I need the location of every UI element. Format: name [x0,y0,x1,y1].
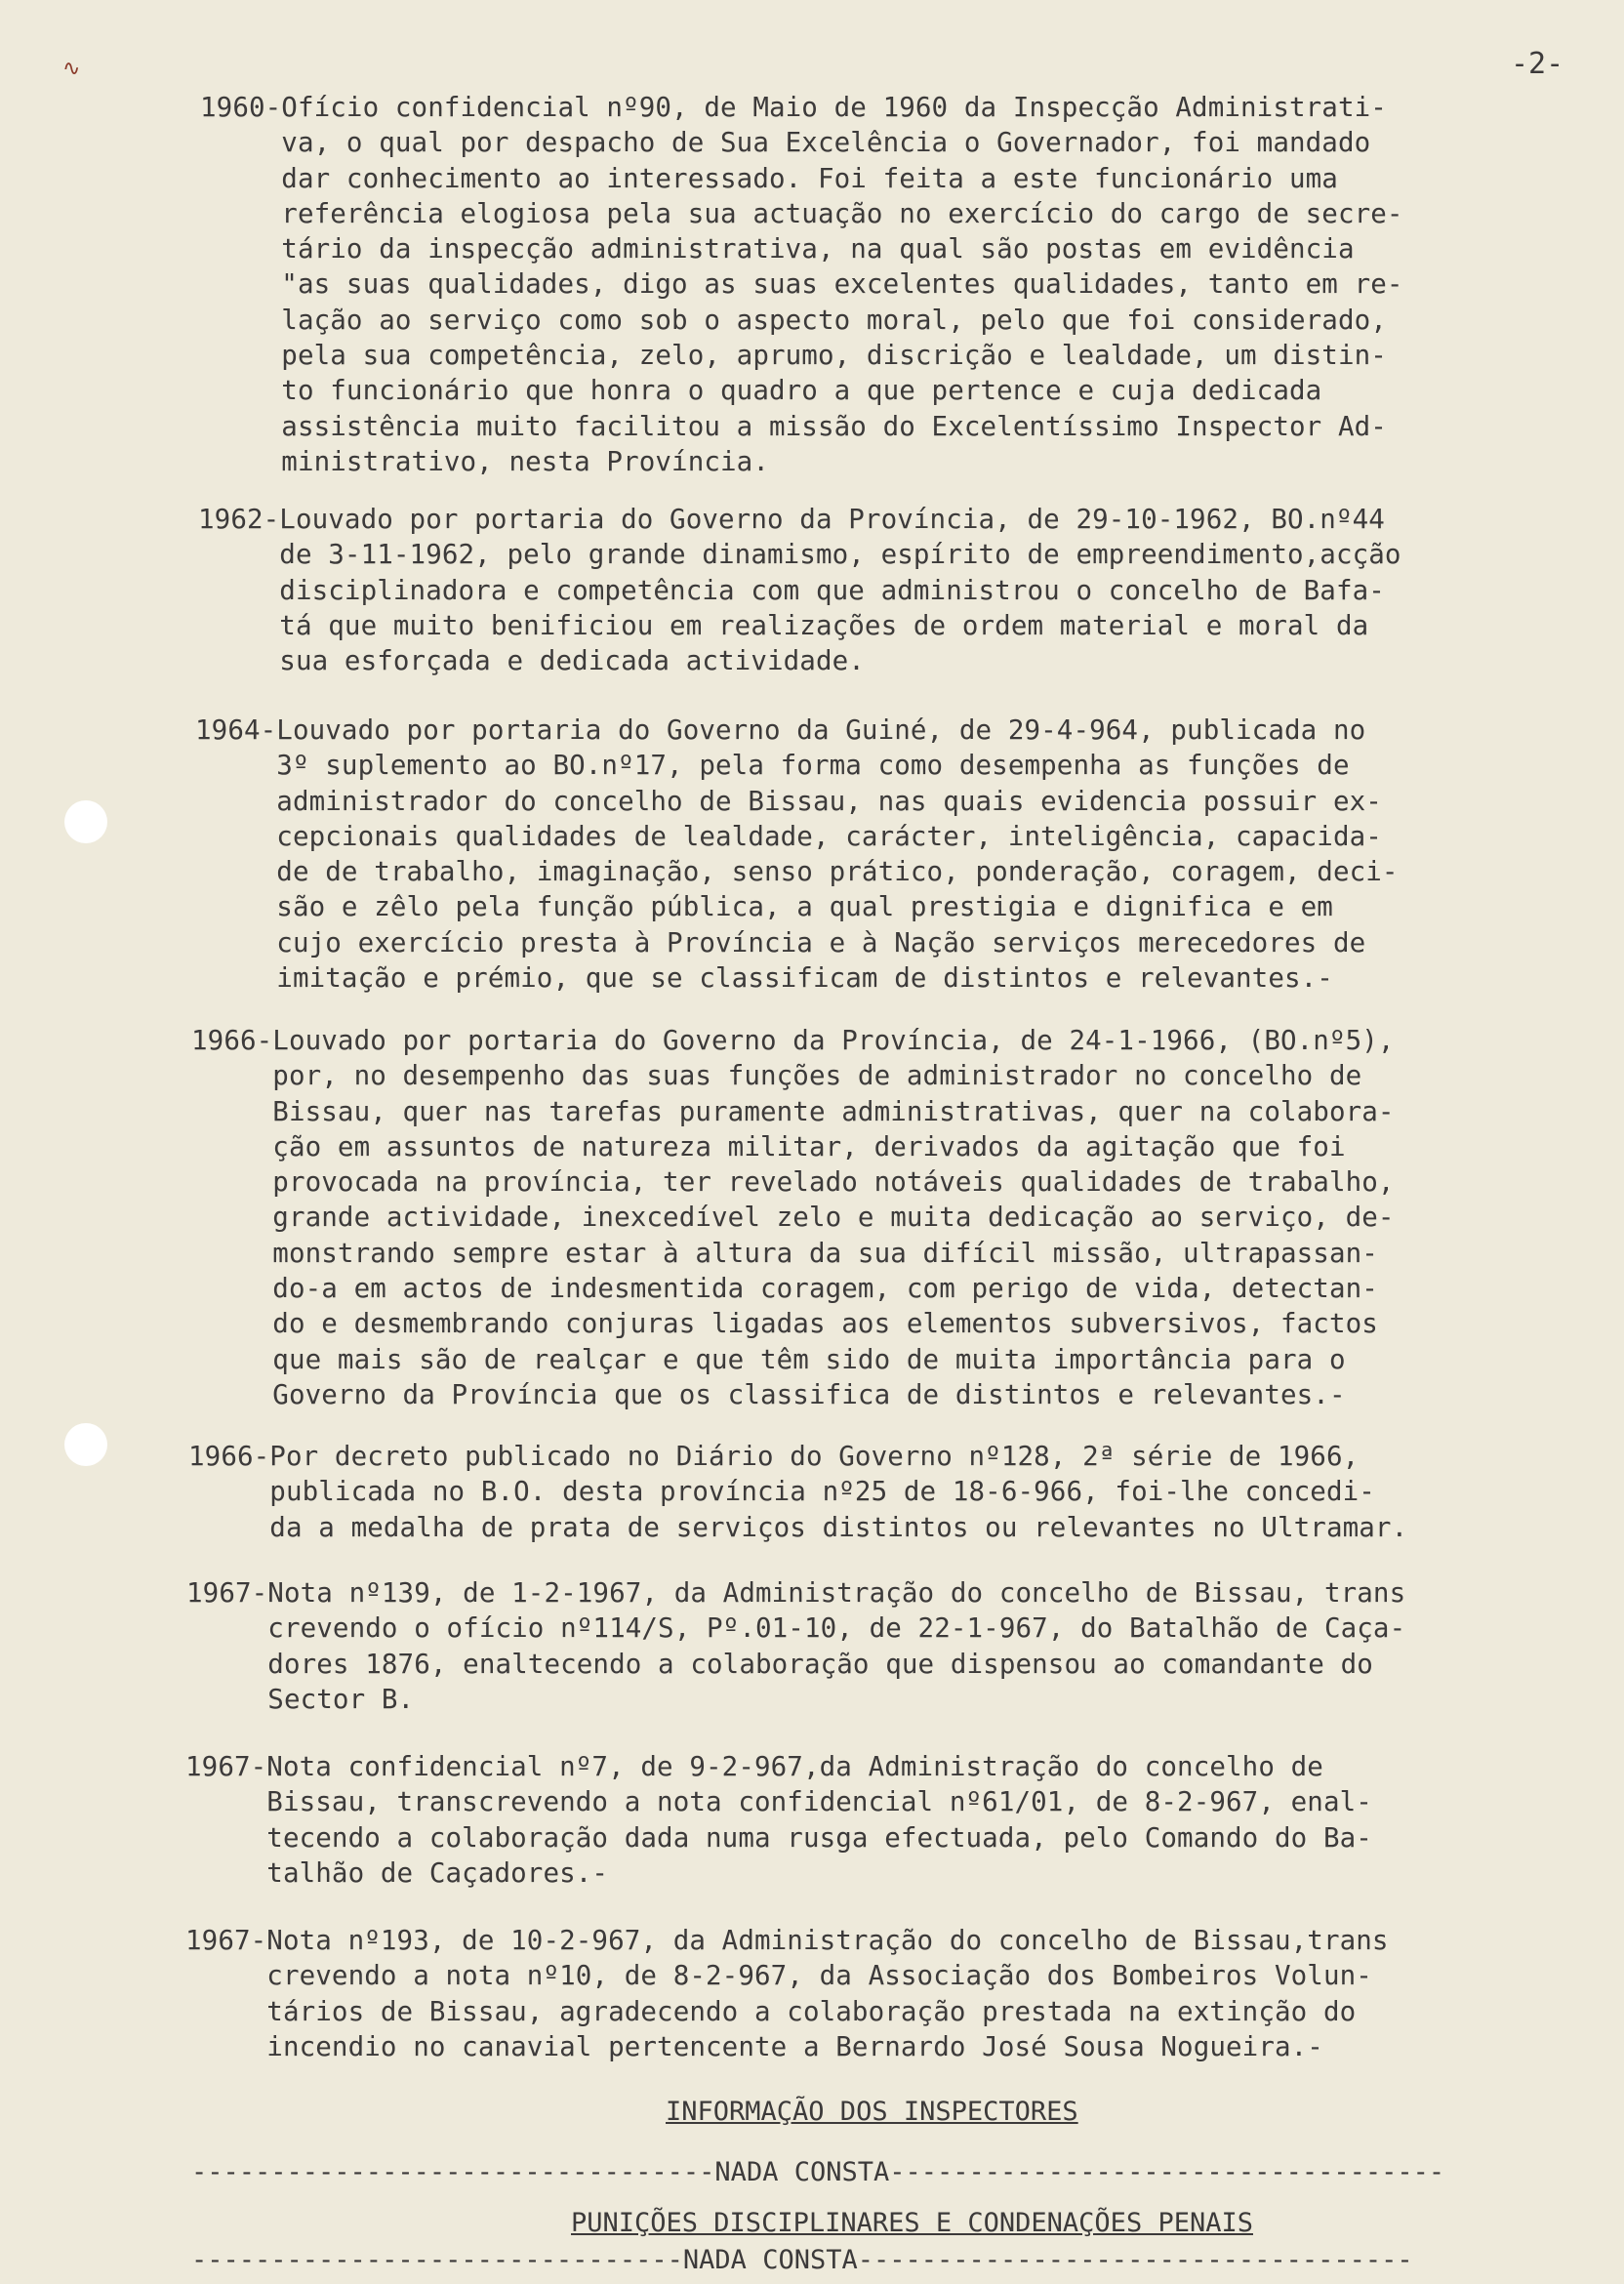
page-number: -2- [1511,47,1564,81]
margin-mark: ∿ [62,57,81,81]
punch-hole [64,800,107,843]
record-entry: 1960-Ofício confidencial nº90, de Maio de 1960 da Inspecção Administrati- va, o qual por despacho de Sua Excelência o Governador, foi mandado dar conhecimento ao interessado. Foi feita a este funcionário uma referência elogiosa pela sua actuação no exercício do cargo de secre- tário da inspecção administrativa, na qual são postas em evidência "as suas qualidades, digo as suas excelentes qualidades, tanto em re- lação ao serviço como sob o aspecto moral, pelo que foi considerado, pela sua competência, zelo, aprumo, discrição e lealdade, um distin- to funcionário que honra o quadro a que pertence e cuja dedicada assistência muito facilitou a missão do Excelentíssimo Inspector Ad- ministrativo, nesta Província. [200,92,1403,477]
nothing-recorded-line: ---------------------------------NADA CONSTA----------------------------------- [191,2157,1445,2187]
nothing-recorded-line: -------------------------------NADA CONSTA----------------------------------- [191,2245,1413,2275]
record-entry: 1966-Louvado por portaria do Governo da Província, de 24-1-1966, (BO.nº5), por, no desempenho das suas funções de administrador no concelho de Bissau, quer nas tarefas puramente administrativas, quer na colabora- ção em assuntos de natureza militar, derivados da agitação que foi provocada na província, ter revelado notáveis qualidades de trabalho, grande actividade, inexcedível zelo e muita dedicação ao serviço, de- monstrando sempre estar à altura da sua difícil missão, ultrapassan- do-a em actos de indesmentida coragem, com perigo de vida, detectan- do e desmembrando conjuras ligadas aos elementos subversivos, factos que mais são de realçar e que têm sido de muita importância para o Governo da Província que os classifica de distintos e relevantes.- [191,1025,1395,1410]
section-heading: INFORMAÇÃO DOS INSPECTORES [666,2097,1078,2127]
record-entry: 1964-Louvado por portaria do Governo da Guiné, de 29-4-964, publicada no 3º suplemento ao BO.nº17, pela forma como desempenha as funções de administrador do concelho de Bissau, nas quais evidencia possuir ex- cepcionais qualidades de lealdade, carácter, inteligência, capacida- de de trabalho, imaginação, senso prático, ponderação, coragem, deci- são e zêlo pela função pública, a qual prestigia e dignifica e em cujo exercício presta à Província e à Nação serviços merecedores de imitação e prémio, que se classificam de distintos e relevantes.- [195,714,1399,995]
record-entry: 1962-Louvado por portaria do Governo da Província, de 29-10-1962, BO.nº44 de 3-11-1962, pelo grande dinamismo, espírito de empreendimento,acção disciplinadora e competência com que administrou o concelho de Bafa- tá que muito benificiou em realizações de ordem material e moral da sua esforçada e dedicada actividade. [198,504,1401,677]
record-entry: 1966-Por decreto publicado no Diário do Governo nº128, 2ª série de 1966, publicada no B.O. desta província nº25 de 18-6-966, foi-lhe concedi- da a medalha de prata de serviços distintos ou relevantes no Ultramar. [188,1441,1408,1543]
record-entry: 1967-Nota confidencial nº7, de 9-2-967,da Administração do concelho de Bissau, transcrevendo a nota confidencial nº61/01, de 8-2-967, enal- tecendo a colaboração dada numa rusga efectuada, pelo Comando do Ba- talhão de Caçadores.- [185,1751,1372,1889]
section-heading: PUNIÇÕES DISCIPLINARES E CONDENAÇÕES PENAIS [571,2208,1253,2238]
record-entry: 1967-Nota nº139, de 1-2-1967, da Administração do concelho de Bissau, trans crevendo o ofício nº114/S, Pº.01-10, de 22-1-967, do Batalhão de Caça- dores 1876, enaltecendo a colaboração que dispensou ao comandante do Sector B. [186,1577,1406,1715]
record-entry: 1967-Nota nº193, de 10-2-967, da Administração do concelho de Bissau,trans crevendo a nota nº10, de 8-2-967, da Associação dos Bombeiros Volun- tários de Bissau, agradecendo a colaboração prestada na extinção do incendio no canavial pertencente a Bernardo José Sousa Nogueira.- [185,1925,1389,2062]
punch-hole [64,1423,107,1466]
